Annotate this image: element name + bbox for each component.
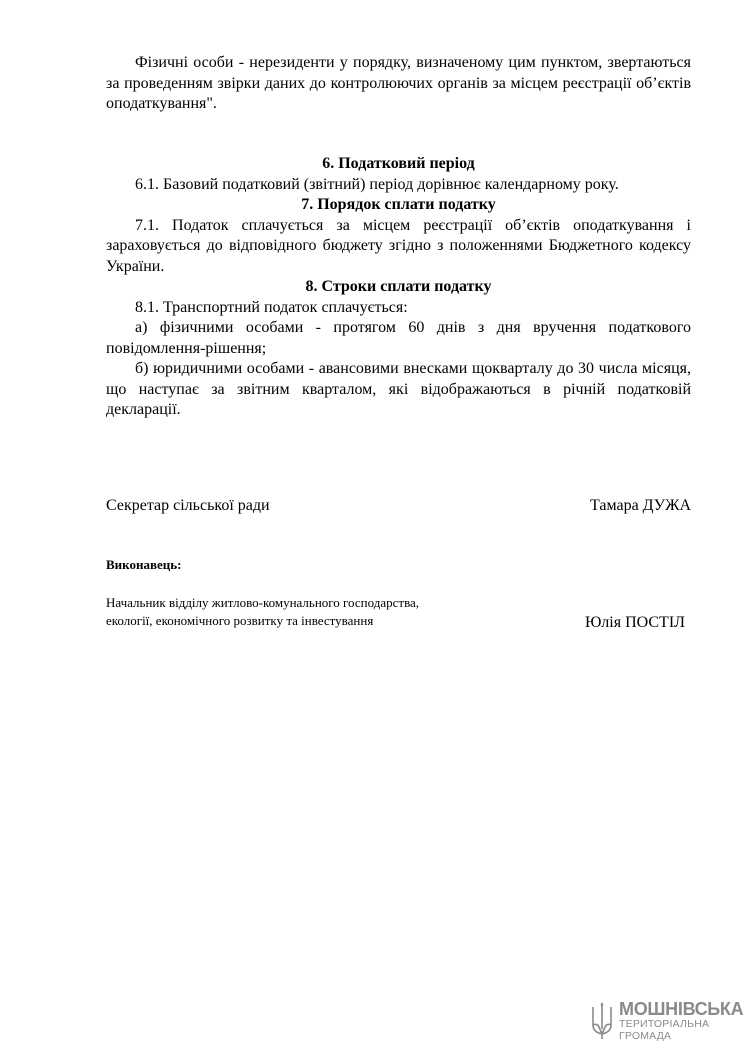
community-logo bbox=[590, 1000, 743, 1041]
section-8-paragraph-2: а) фізичними особами - протягом 60 днів з дня вручення податкового повідомлення-рішення; bbox=[106, 319, 691, 357]
section-7-heading: 7. Порядок сплати податку bbox=[301, 196, 496, 213]
intro-section bbox=[106, 53, 691, 115]
section-8-paragraph-1: 8.1. Транспортний податок сплачується: bbox=[135, 298, 408, 316]
executor-name: Юлія ПОСТІЛ bbox=[585, 613, 685, 631]
logo-text bbox=[619, 1000, 743, 1041]
section-6-heading: 6. Податковий період bbox=[322, 155, 475, 172]
logo-subtitle-line-1: ТЕРИТОРІАЛЬНА bbox=[619, 1018, 710, 1030]
logo-subtitle-line-2: ГРОМАДА bbox=[619, 1029, 672, 1042]
intro-paragraph: Фізичні особи - нерезиденти у порядку, визначеному цим пунктом, звертаються за проведенням звірки даних до контролюючих органів за місцем реєстрації об’єктів оподаткування". bbox=[106, 54, 691, 112]
executor-label: Виконавець: bbox=[106, 557, 182, 572]
section-8-heading: 8. Строки сплати податку bbox=[305, 278, 492, 295]
trident-icon bbox=[590, 1001, 614, 1041]
signature-row bbox=[106, 497, 691, 515]
logo-title: МОШНІВСЬКА bbox=[619, 999, 744, 1019]
section-7-paragraph-1: 7.1. Податок сплачується за місцем реєстрації об’єктів оподаткування і зараховується до відповідного бюджету згідно з положеннями Бюджетного кодексу України. bbox=[106, 216, 691, 275]
executor-block bbox=[106, 594, 691, 629]
sections-block bbox=[106, 154, 691, 421]
section-6-paragraph-1: 6.1. Базовий податковий (звітний) період дорівнює календарному року. bbox=[135, 175, 619, 193]
executor-position: Начальник відділу житлово-комунального господарства, екології, економічного розвитку та інвестування bbox=[106, 595, 420, 628]
signature-position: Секретар сільської ради bbox=[106, 497, 270, 514]
signature-name: Тамара ДУЖА bbox=[589, 497, 691, 514]
section-8-paragraph-3: б) юридичними особами - авансовими внесками щокварталу до 30 числа місяця, що наступає за звітним кварталом, які відображаються в річній податковій декларації. bbox=[106, 360, 691, 418]
